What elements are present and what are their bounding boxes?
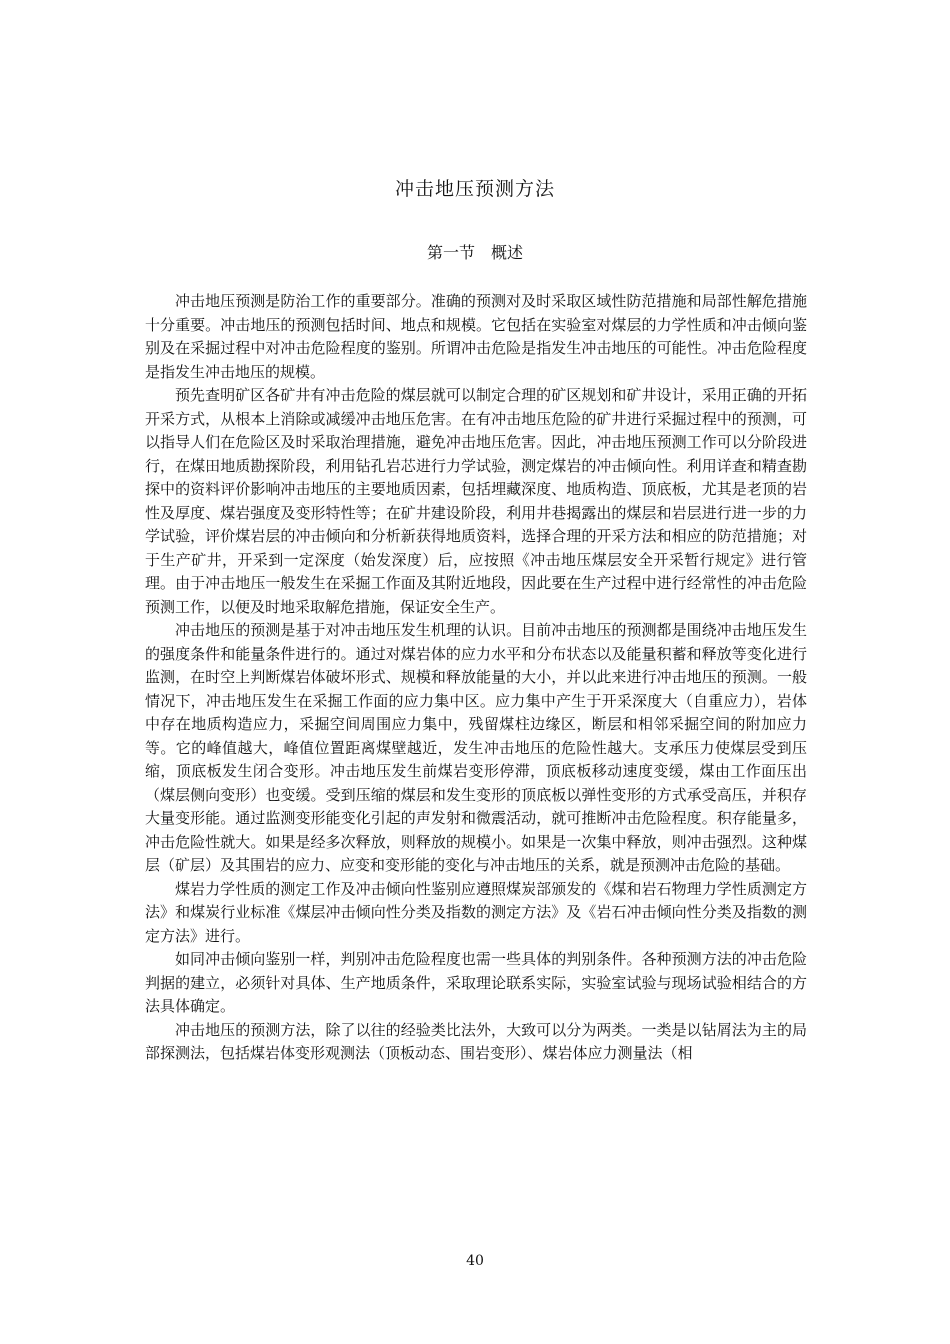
- paragraph: 冲击地压预测是防治工作的重要部分。准确的预测对及时采取区域性防范措施和局部性解危措施十分重要。冲击地压的预测包括时间、地点和规模。它包括在实验室对煤层的力学性质和冲击倾向鉴别及在采掘过程中对冲击危险程度的鉴别。所谓冲击危险是指发生冲击地压的可能性。冲击危险程度是指发生冲击地压的规模。: [145, 292, 807, 381]
- body-text: [145, 290, 807, 1066]
- section-heading: 第一节 概述: [426, 243, 523, 262]
- page-title: 冲击地压预测方法: [394, 178, 555, 200]
- paragraph: 煤岩力学性质的测定工作及冲击倾向性鉴别应遵照煤炭部颁发的《煤和岩石物理力学性质测定方法》和煤炭行业标准《煤层冲击倾向性分类及指数的测定方法》及《岩石冲击倾向性分类及指数的测定方法》进行。: [145, 879, 807, 945]
- paragraph: 预先查明矿区各矿井有冲击危险的煤层就可以制定合理的矿区规划和矿井设计，采用正确的开拓开采方式，从根本上消除或减缓冲击地压危害。在有冲击地压危险的矿井进行采掘过程中的预测，可以指导人们在危险区及时采取治理措施，避免冲击地压危害。因此，冲击地压预测工作可以分阶段进行，在煤田地质勘探阶段，利用钻孔岩芯进行力学试验，测定煤岩的冲击倾向性。利用详查和精查勘探中的资料评价影响冲击地压的主要地质因素，包括埋藏深度、地质构造、顶底板，尤其是老顶的岩性及厚度、煤岩强度及变形特性等；在矿井建设阶段，利用井巷揭露出的煤层和岩层进行进一步的力学试验，评价煤岩层的冲击倾向和分析新获得地质资料，选择合理的开采方法和相应的防范措施；对于生产矿井，开采到一定深度（始发深度）后，应按照《冲击地压煤层安全开采暂行规定》进行管理。由于冲击地压一般发生在采掘工作面及其附近地段，因此要在生产过程中进行经常性的冲击危险预测工作，以便及时地采取解危措施，保证安全生产。: [145, 386, 807, 616]
- paragraph: 如同冲击倾向鉴别一样，判别冲击危险程度也需一些具体的判别条件。各种预测方法的冲击危险判据的建立，必须针对具体、生产地质条件，采取理论联系实际，实验室试验与现场试验相结合的方法具体确定。: [145, 950, 807, 1015]
- paragraph: 冲击地压的预测是基于对冲击地压发生机理的认识。目前冲击地压的预测都是围绕冲击地压发生的强度条件和能量条件进行的。通过对煤岩体的应力水平和分布状态以及能量积蓄和释放等变化进行监测，在时空上判断煤岩体破坏形式、规模和释放能量的大小，并以此来进行冲击地压的预测。一般情况下，冲击地压发生在采掘工作面的应力集中区。应力集中产生于开采深度大（自重应力），岩体中存在地质构造应力，采掘空间周围应力集中，残留煤柱边缘区，断层和相邻采掘空间的附加应力等。它的峰值越大，峰值位置距离煤壁越近，发生冲击地压的危险性越大。支承压力使煤层受到压缩，顶底板发生闭合变形。冲击地压发生前煤岩变形停滞，顶底板移动速度变缓，煤由工作面压出（煤层侧向变形）也变缓。受到压缩的煤层和发生变形的顶底板以弹性变形的方式承受高压，并积存大量变形能。通过监测变形能变化引起的声发射和微震活动，就可推断冲击危险程度。积存能量多，冲击危险性就大。如果是经多次释放，则释放的规模小。如果是一次集中释放，则冲击强烈。这种煤层（矿层）及其围岩的应力、应变和变形能的变化与冲击地压的关系，就是预测冲击危险的基础。: [145, 621, 807, 874]
- page-number: 40: [466, 1253, 484, 1269]
- paragraph: 冲击地压的预测方法，除了以往的经验类比法外，大致可以分为两类。一类是以钻屑法为主的局部探测法，包括煤岩体变形观测法（顶板动态、围岩变形）、煤岩体应力测量法（相: [145, 1020, 807, 1062]
